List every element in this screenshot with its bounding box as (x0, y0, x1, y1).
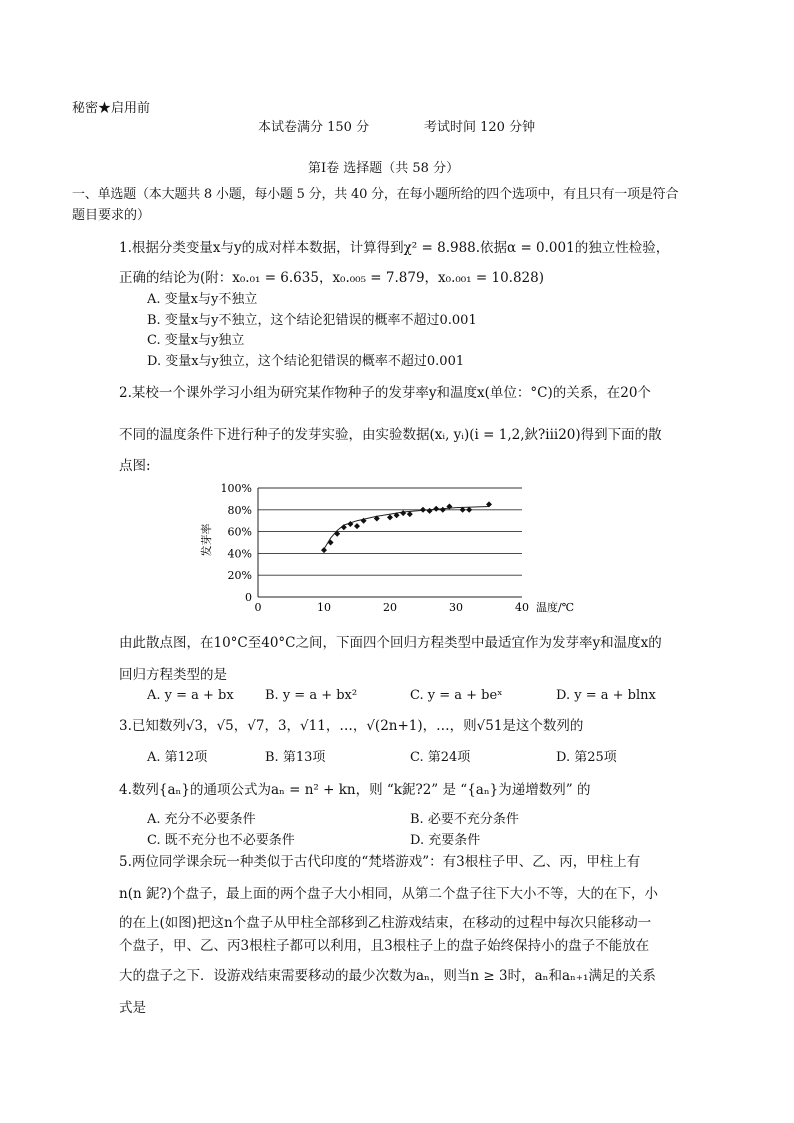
data-point (354, 523, 360, 529)
q5-stem-6: 式是 (119, 1000, 146, 1016)
q4-option-a: A. 充分不必要条件 (147, 812, 256, 827)
q3-option-c: C. 第24项 (410, 750, 471, 765)
y-tick-label: 80% (227, 503, 252, 517)
q1-stem-cont: 正确的结论为(附：x₀.₀₁ = 6.635，x₀.₀₀₅ = 7.879，x₀.₀₀₁ = 10.828) (119, 270, 544, 286)
q4-stem: 4.数列{aₙ}的通项公式为aₙ = n² + kn，则 “k鈮?2” 是 “{aₙ}为递增数列” 的 (119, 782, 591, 798)
q2-stem-cont: 不同的温度条件下进行种子的发芽实验，由实验数据(xᵢ, yᵢ)(i = 1,2,鈥?iii20)得到下面的散 (119, 427, 662, 443)
data-point (466, 507, 472, 513)
q2-option-b: B. y = a + bx² (265, 688, 358, 703)
x-tick-label: 10 (317, 601, 331, 614)
q2-stem: 2.某校一个课外学习小组为研究某作物种子的发芽率y和温度x(单位：°C)的关系，在20个 (119, 385, 651, 401)
q3-option-d: D. 第25项 (556, 750, 617, 765)
q5-stem-3: 的在上(如图)把这n个盘子从甲柱全部移到乙柱游戏结束，在移动的过程中每次只能移动一 (119, 915, 652, 931)
q1-option-a: A. 变量x与y不独立 (147, 292, 258, 307)
q2-option-a: A. y = a + bx (147, 688, 234, 703)
data-point (341, 524, 347, 530)
q5-stem-4: 个盘子，甲、乙、丙3根柱子都可以利用，且3根柱子上的盘子始终保持小的盘子不能放在 (119, 938, 650, 954)
q5-stem-2: n(n 鈮?)个盘子，最上面的两个盘子大小相同，从第二个盘子往下大小不等，大的在下，小 (119, 886, 658, 902)
section-heading-cont: 题目要求的） (72, 208, 151, 223)
q2-after-cont: 回归方程类型的是 (119, 667, 227, 683)
q5-stem-1: 5.两位同学课余玩一种类似于古代印度的“梵塔游戏”：有3根柱子甲、乙、丙，甲柱上有 (119, 854, 641, 870)
y-axis-label: 发芽率 (200, 523, 213, 557)
x-axis-label: 温度/℃ (536, 601, 575, 614)
data-point (374, 516, 380, 522)
data-point (400, 510, 406, 516)
q3-option-a: A. 第12项 (147, 750, 208, 765)
data-point (433, 506, 439, 512)
section-heading: 一、单选题（本大题共 8 小题，每小题 5 分，共 40 分，在每小题所给的四个选项中，有且只有一项是符合 (72, 187, 679, 202)
q2-stem-end: 点图: (119, 458, 151, 474)
x-tick-label: 0 (254, 601, 262, 614)
q4-option-b: B. 必要不充分条件 (410, 812, 519, 827)
full-score: 本试卷满分 150 分 (258, 120, 370, 135)
y-tick-label: 100% (220, 482, 252, 495)
exam-time: 考试时间 120 分钟 (424, 120, 536, 135)
data-point (321, 547, 327, 553)
y-tick-label: 0 (245, 591, 252, 604)
x-tick-label: 30 (449, 601, 463, 614)
secret-label: 秘密★启用前 (72, 101, 151, 116)
q1-option-d: D. 变量x与y独立，这个结论犯错误的概率不超过0.001 (147, 354, 465, 369)
q3-stem: 3.已知数列√3，√5，√7，3，√11，…，√(2n+1)，…，则√51是这个数列的 (119, 718, 584, 734)
data-point (427, 508, 433, 514)
data-point (420, 507, 426, 513)
q1-option-c: C. 变量x与y独立 (147, 333, 245, 348)
q3-option-b: B. 第13项 (265, 750, 326, 765)
q5-stem-5: 大的盘子之下．设游戏结束需要移动的最少次数为aₙ，则当n ≥ 3时，aₙ和aₙ₊₁满足的关系 (119, 968, 656, 984)
trend-curve (324, 507, 489, 550)
data-point (446, 504, 452, 510)
q4-option-c: C. 既不充分也不必要条件 (147, 833, 295, 848)
data-point (394, 512, 400, 518)
q2-after: 由此散点图，在10°C至40°C之间，下面四个回归方程类型中最适宜作为发芽率y和温度x的 (119, 635, 662, 651)
data-point (328, 540, 334, 546)
x-tick-label: 20 (383, 601, 397, 614)
data-point (407, 511, 413, 517)
data-point (440, 507, 446, 513)
data-point (334, 531, 340, 537)
q4-option-d: D. 充要条件 (410, 833, 481, 848)
data-point (460, 507, 466, 513)
y-tick-label: 60% (227, 525, 252, 539)
q2-option-c: C. y = a + beˣ (410, 688, 503, 703)
y-tick-label: 20% (227, 569, 252, 583)
data-point (387, 514, 393, 520)
x-tick-label: 40 (515, 601, 529, 614)
data-point (361, 518, 367, 524)
data-point (486, 501, 492, 507)
y-tick-label: 40% (227, 547, 252, 561)
q1-option-b: B. 变量x与y不独立，这个结论犯错误的概率不超过0.001 (147, 313, 477, 328)
data-point (347, 521, 353, 527)
part-title: 第Ⅰ卷 选择题（共 58 分） (308, 161, 460, 176)
q2-option-d: D. y = a + blnx (556, 688, 656, 703)
q1-stem: 1.根据分类变量x与y的成对样本数据，计算得到χ² = 8.988.依据α = 0.001的独立性检验， (119, 240, 670, 256)
